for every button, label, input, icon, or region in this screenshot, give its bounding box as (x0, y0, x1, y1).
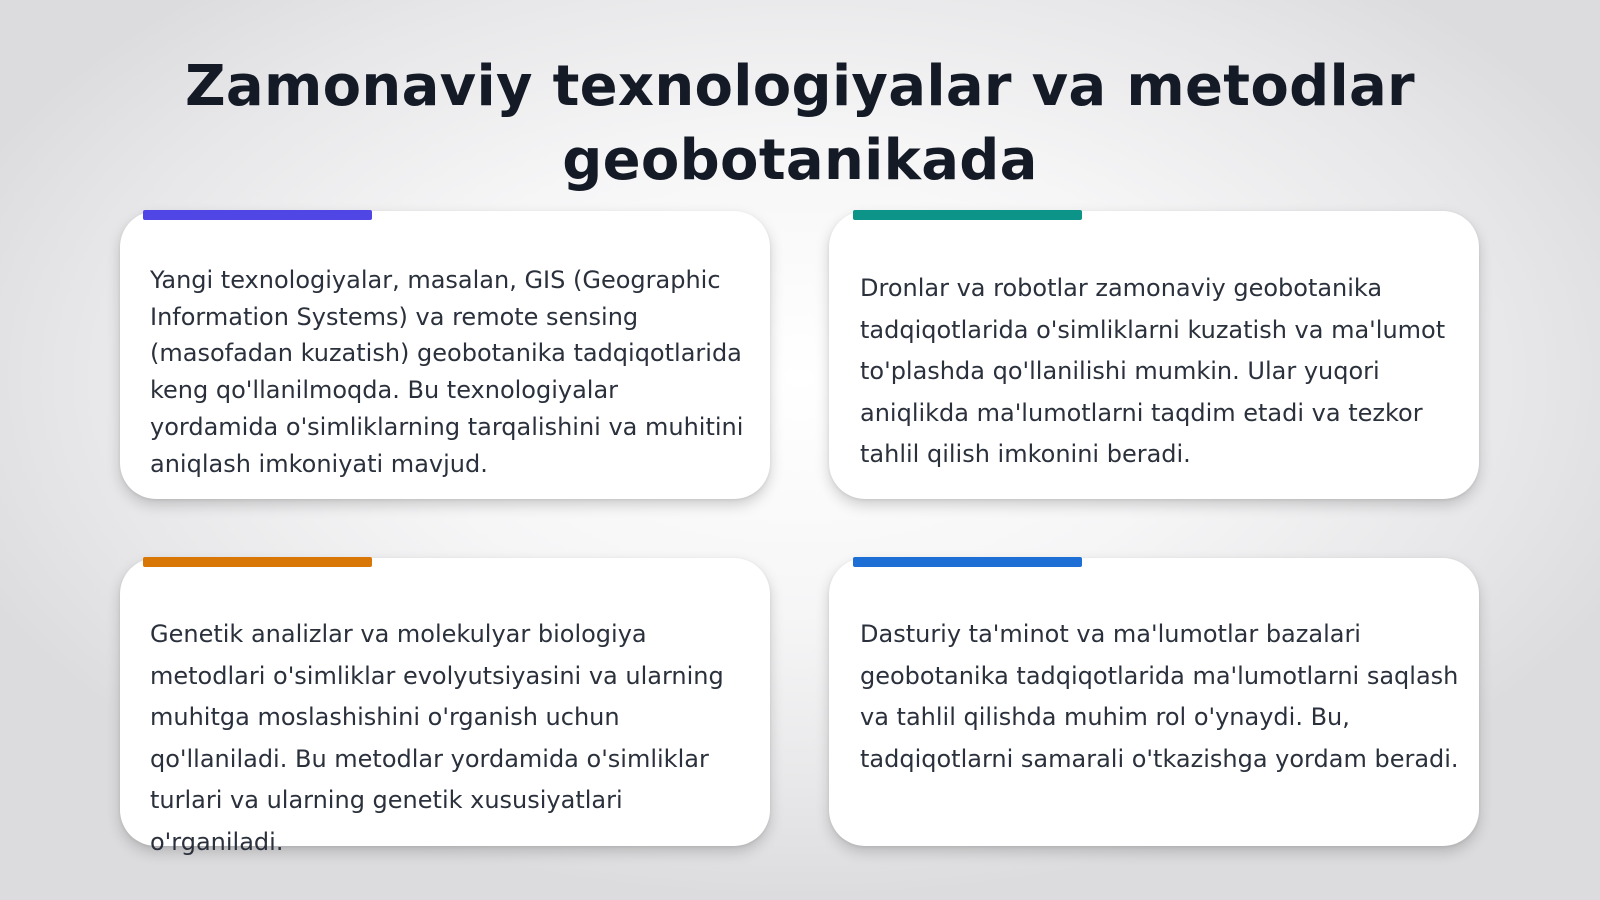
card-accent-bar (853, 210, 1082, 220)
card-accent-bar (853, 557, 1082, 567)
card-text: Dronlar va robotlar zamonaviy geobotanika tadqiqotlarida o'simliklarni kuzatish va ma'lumot to'plashda qo'llanilishi mumkin. Ular yuqori aniqlikda ma'lumotlarni taqdim etadi va tezkor tahlil qilish imkonini beradi. (860, 274, 1446, 468)
card-accent-bar (143, 557, 372, 567)
card-text: Genetik analizlar va molekulyar biologiya metodlari o'simliklar evolyutsiyasini va ularning muhitga moslashishini o'rganish uchun qo'llaniladi. Bu metodlar yordamida o'simliklar turlari va ularning genetik xususiyatlari o'rganiladi. (150, 620, 724, 856)
card-text: Yangi texnologiyalar, masalan, GIS (Geographic Information Systems) va remote sensing (masofadan kuzatish) geobotanika tadqiqotlarida keng qo'llanilmoqda. Bu texnologiyalar yordamida o'simliklarning tarqalishini va muhitini aniqlash imkoniyati mavjud. (150, 266, 744, 478)
slide-title: Zamonaviy texnologiyalar va metodlar geobotanikada (185, 54, 1415, 193)
card-accent-bar (143, 210, 372, 220)
card-text: Dasturiy ta'minot va ma'lumotlar bazalari geobotanika tadqiqotlarida ma'lumotlarni saqlash va tahlil qilishda muhim rol o'ynaydi. Bu, tadqiqotlarni samarali o'tkazishga yordam beradi. (860, 620, 1459, 773)
